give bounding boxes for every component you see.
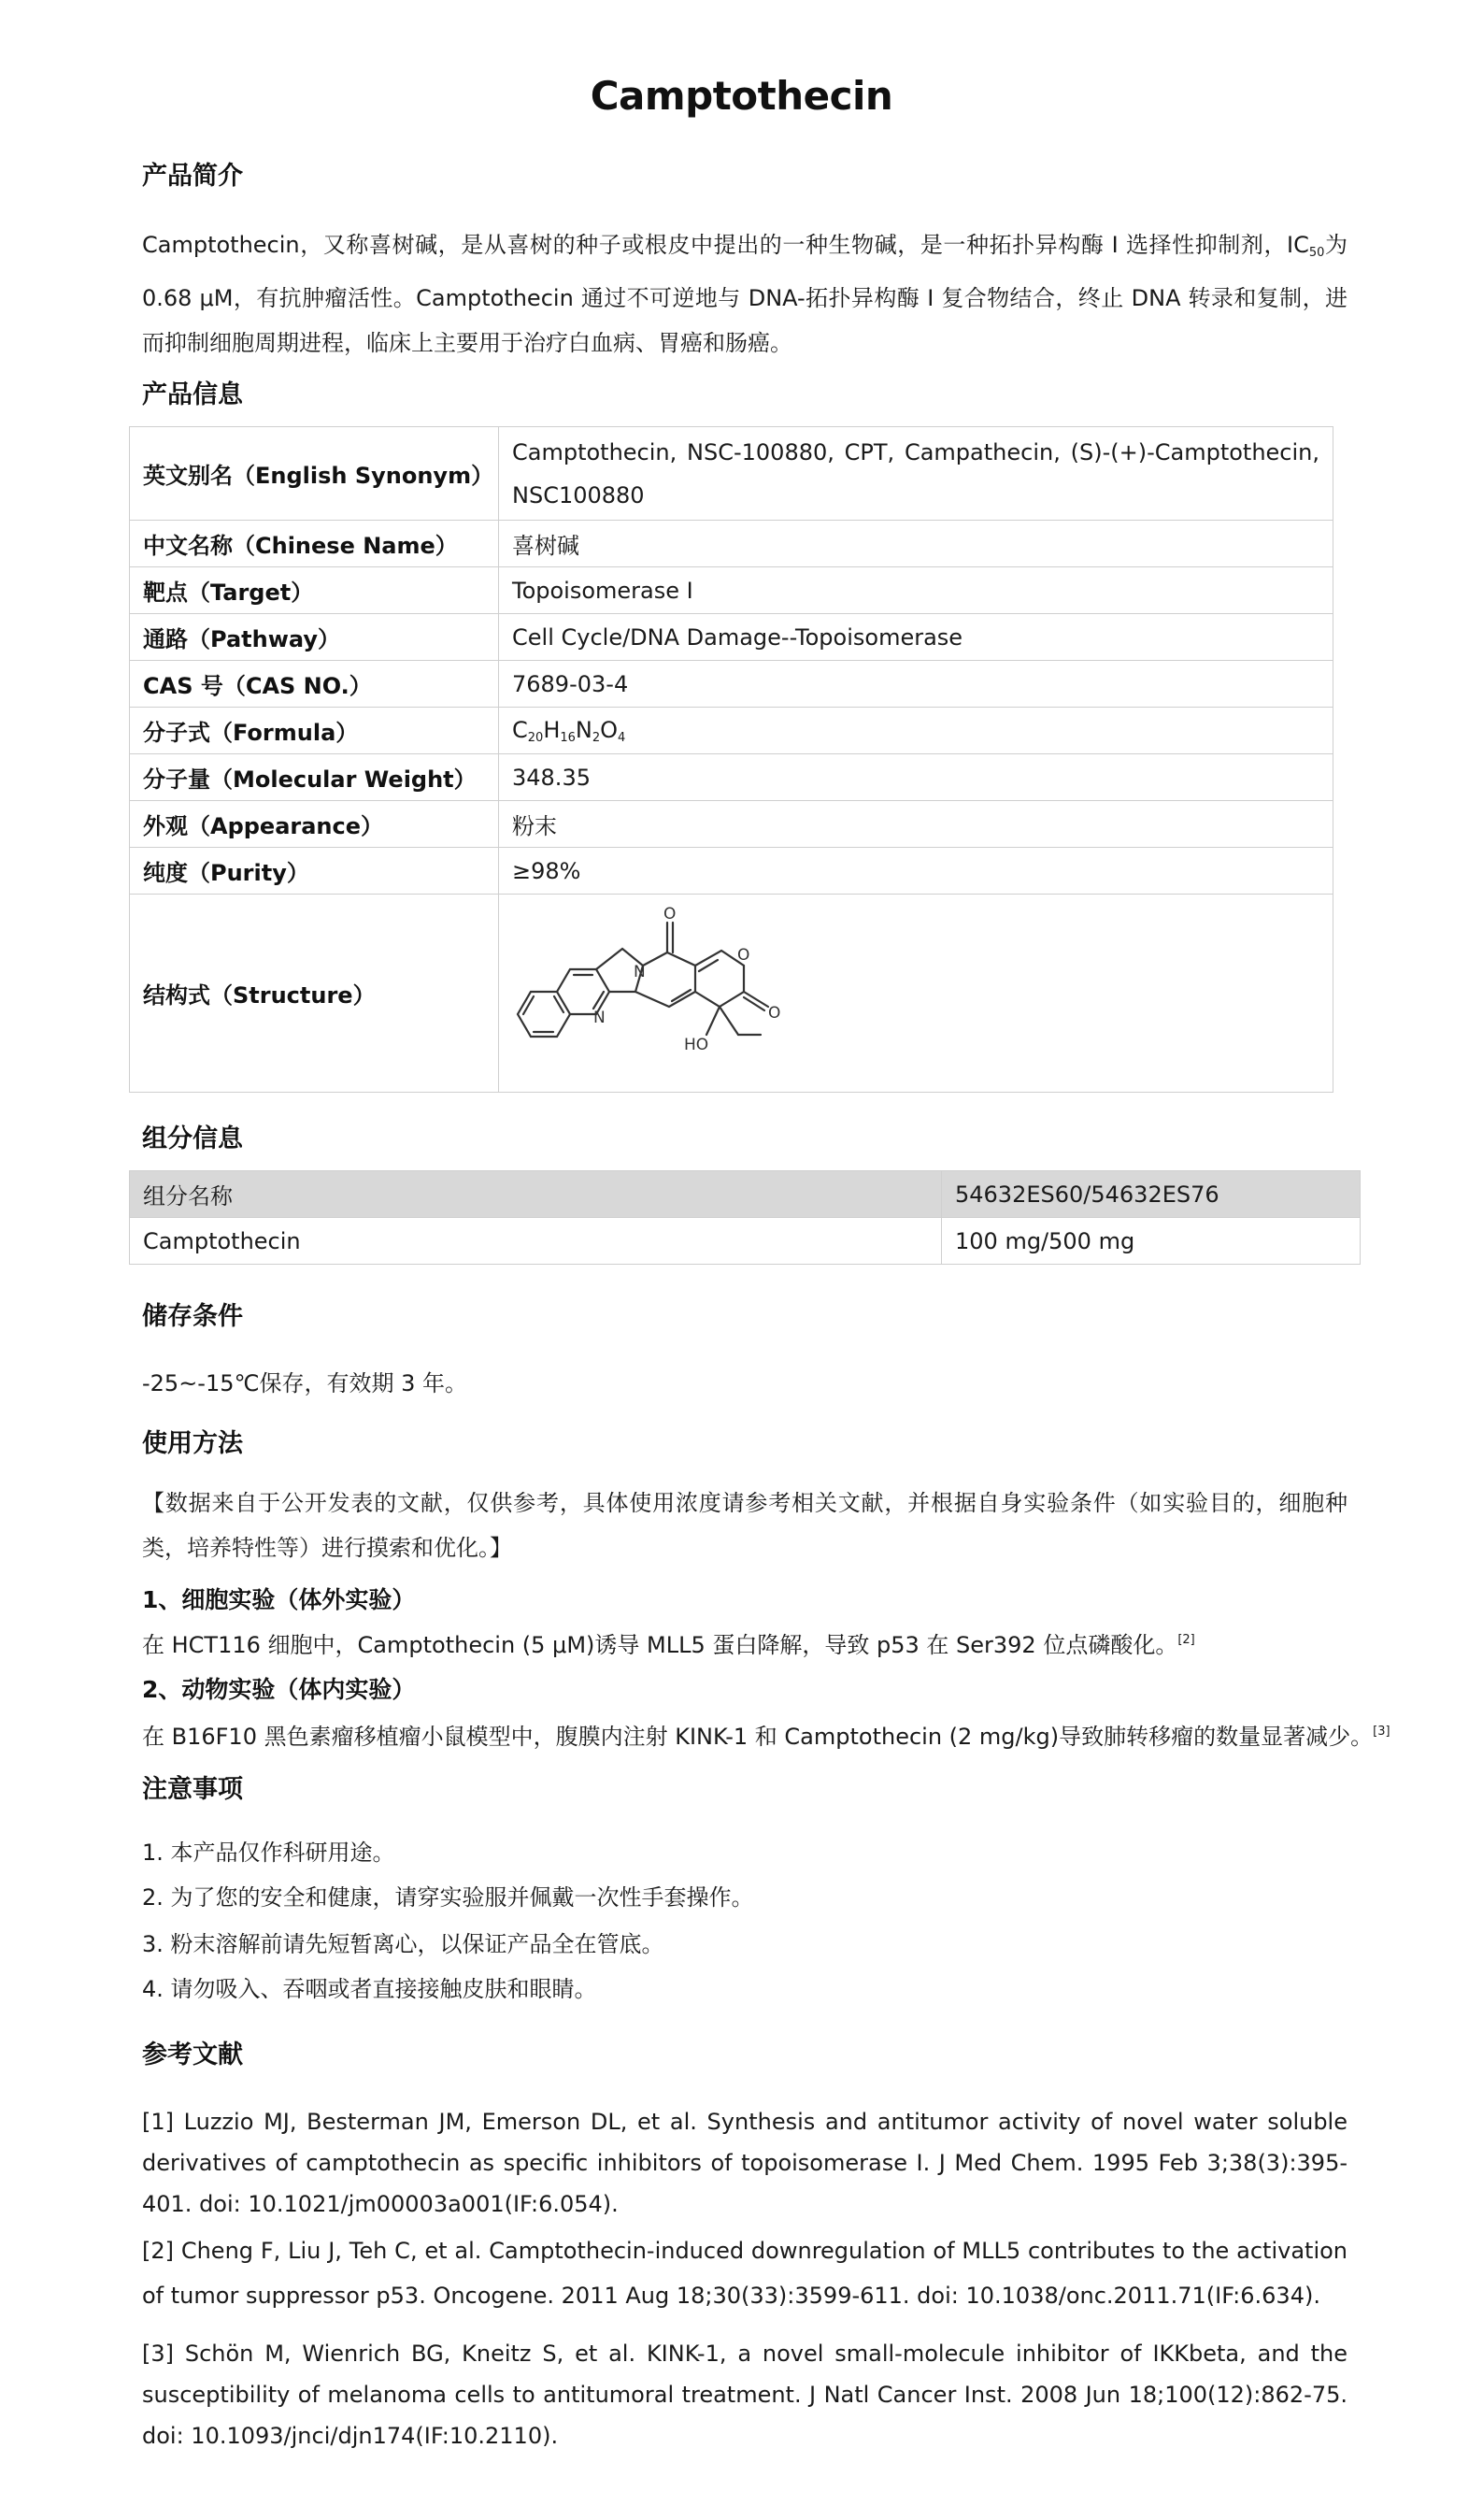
svg-text:N: N (634, 963, 646, 981)
svg-text:O: O (768, 1004, 781, 1023)
intro-ic50-subscript: 50 (1308, 246, 1325, 260)
header-cell: 组分名称 (130, 1171, 942, 1218)
row-value: ≥98% (499, 848, 1333, 895)
table-row (130, 895, 1333, 1093)
row-value: 喜树碱 (499, 521, 1333, 567)
row-value: 348.35 (499, 754, 1333, 801)
table-row (130, 801, 1333, 848)
svg-text:HO: HO (684, 1036, 709, 1054)
table-row (130, 848, 1333, 895)
table-row (130, 614, 1333, 661)
notes-heading: 注意事项 (142, 1775, 243, 1804)
citation-2: [2] (1177, 1633, 1195, 1647)
row-value: 粉末 (499, 801, 1333, 848)
intro-paragraph (142, 222, 1348, 365)
reference-item: [1] Luzzio MJ, Besterman JM, Emerson DL, et al. Synthesis and antitumor activity of novel water soluble derivatives of camptothecin as specific inhibitors of topoisomerase I. J Med Chem. 1995 Feb 3;38(3):395-401. doi: 10.1021/jm00003a001(IF:6.054). (142, 2109, 1348, 2217)
row-key: 通路（Pathway） (130, 614, 499, 661)
table-row (130, 567, 1333, 614)
list-item: 2. 为了您的安全和健康，请穿实验服并佩戴一次性手套操作。 (142, 1884, 754, 1911)
storage-heading: 储存条件 (142, 1302, 243, 1331)
cell-experiment-heading: 1、细胞实验（体外实验） (142, 1586, 416, 1613)
components-heading: 组分信息 (142, 1124, 243, 1153)
svg-text:N: N (593, 1009, 606, 1027)
row-value: Cell Cycle/DNA Damage--Topoisomerase (499, 614, 1333, 661)
animal-experiment-text: 在 B16F10 黑色素瘤移植瘤小鼠模型中，腹膜内注射 KINK-1 和 Camptothecin (2 mg/kg)导致肺转移瘤的数量显著减少。[3] (142, 1724, 1390, 1750)
row-key: CAS 号（CAS NO.） (130, 661, 499, 708)
storage-text: -25~-15℃保存，有效期 3 年。 (142, 1370, 467, 1396)
list-item: 3. 粉末溶解前请先短暂离心，以保证产品全在管底。 (142, 1931, 664, 1957)
svg-text:O: O (737, 946, 750, 965)
row-value: 7689-03-4 (499, 661, 1333, 708)
intro-heading: 产品简介 (142, 162, 243, 191)
table-cell: 100 mg/500 mg (942, 1218, 1361, 1265)
row-key: 英文别名（English Synonym） (130, 427, 499, 521)
cell-experiment-text: 在 HCT116 细胞中，Camptothecin (5 μM)诱导 MLL5 蛋白降解，导致 p53 在 Ser392 位点磷酸化。[2] (142, 1632, 1195, 1658)
row-value: Topoisomerase I (499, 567, 1333, 614)
components-table (129, 1170, 1361, 1265)
reference-item: [2] Cheng F, Liu J, Teh C, et al. Camptothecin-induced downregulation of MLL5 contributes to the activation of tumor suppressor p53. Oncogene. 2011 Aug 18;30(33):3599-611. doi: 10.1038/onc.2011.71(IF:6.634). (142, 2238, 1348, 2309)
table-row (130, 754, 1333, 801)
row-key: 分子量（Molecular Weight） (130, 754, 499, 801)
list-item: 1. 本产品仅作科研用途。 (142, 1840, 395, 1866)
row-key: 结构式（Structure） (130, 895, 499, 1093)
table-row (130, 521, 1333, 567)
row-key: 中文名称（Chinese Name） (130, 521, 499, 567)
table-row (130, 661, 1333, 708)
usage-note: 【数据来自于公开发表的文献，仅供参考，具体使用浓度请参考相关文献，并根据自身实验条件（如实验目的，细胞种类，培养特性等）进行摸索和优化。】 (142, 1490, 1348, 1561)
references-heading: 参考文献 (142, 2040, 243, 2069)
row-key: 外观（Appearance） (130, 801, 499, 848)
reference-item: [3] Schön M, Wienrich BG, Kneitz S, et al. KINK-1, a novel small-molecule inhibitor of IKKbeta, and the susceptibility of melanoma cells to antitumoral treatment. J Natl Cancer Inst. 2008 Jun 18;100(12):862-75. doi: 10.1093/jnci/djn174(IF:10.2110). (142, 2341, 1348, 2449)
row-key: 纯度（Purity） (130, 848, 499, 895)
table-row (130, 1218, 1361, 1265)
formula-value: $C_{20}H_{16}N_2O_4$ (499, 708, 1333, 754)
svg-text:O: O (663, 905, 677, 924)
product-info-table (129, 426, 1333, 1093)
citation-3: [3] (1373, 1725, 1390, 1739)
intro-text-1: Camptothecin，又称喜树碱，是从喜树的种子或根皮中提出的一种生物碱，是一种拓扑异构酶 I 选择性抑制剂，IC (142, 232, 1309, 258)
row-key: 分子式（Formula） (130, 708, 499, 754)
list-item: 4. 请勿吸入、吞咽或者直接接触皮肤和眼睛。 (142, 1976, 597, 2002)
header-cell: 54632ES60/54632ES76 (942, 1171, 1361, 1218)
table-row (130, 427, 1333, 521)
table-row (130, 708, 1333, 754)
usage-heading: 使用方法 (142, 1429, 243, 1458)
product-info-heading: 产品信息 (142, 380, 243, 409)
row-key: 靶点（Target） (130, 567, 499, 614)
animal-experiment-heading: 2、动物实验（体内实验） (142, 1676, 416, 1703)
row-value: Camptothecin, NSC-100880, CPT, Campathecin, (S)-(+)-Camptothecin, NSC100880 (499, 427, 1333, 521)
table-cell: Camptothecin (130, 1218, 942, 1265)
structure-cell (499, 895, 1333, 1093)
page-title: Camptothecin (590, 73, 893, 119)
table-header-row (130, 1171, 1361, 1218)
camptothecin-structure-image (499, 895, 873, 1086)
intro-text-2: 为 0.68 μM，有抗肿瘤活性。Camptothecin 通过不可逆地与 DNA-拓扑异构酶 I 复合物结合，终止 DNA 转录和复制，进而抑制细胞周期进程，临床上主要用于治疗白血病、胃癌和肠癌。 (142, 232, 1348, 356)
